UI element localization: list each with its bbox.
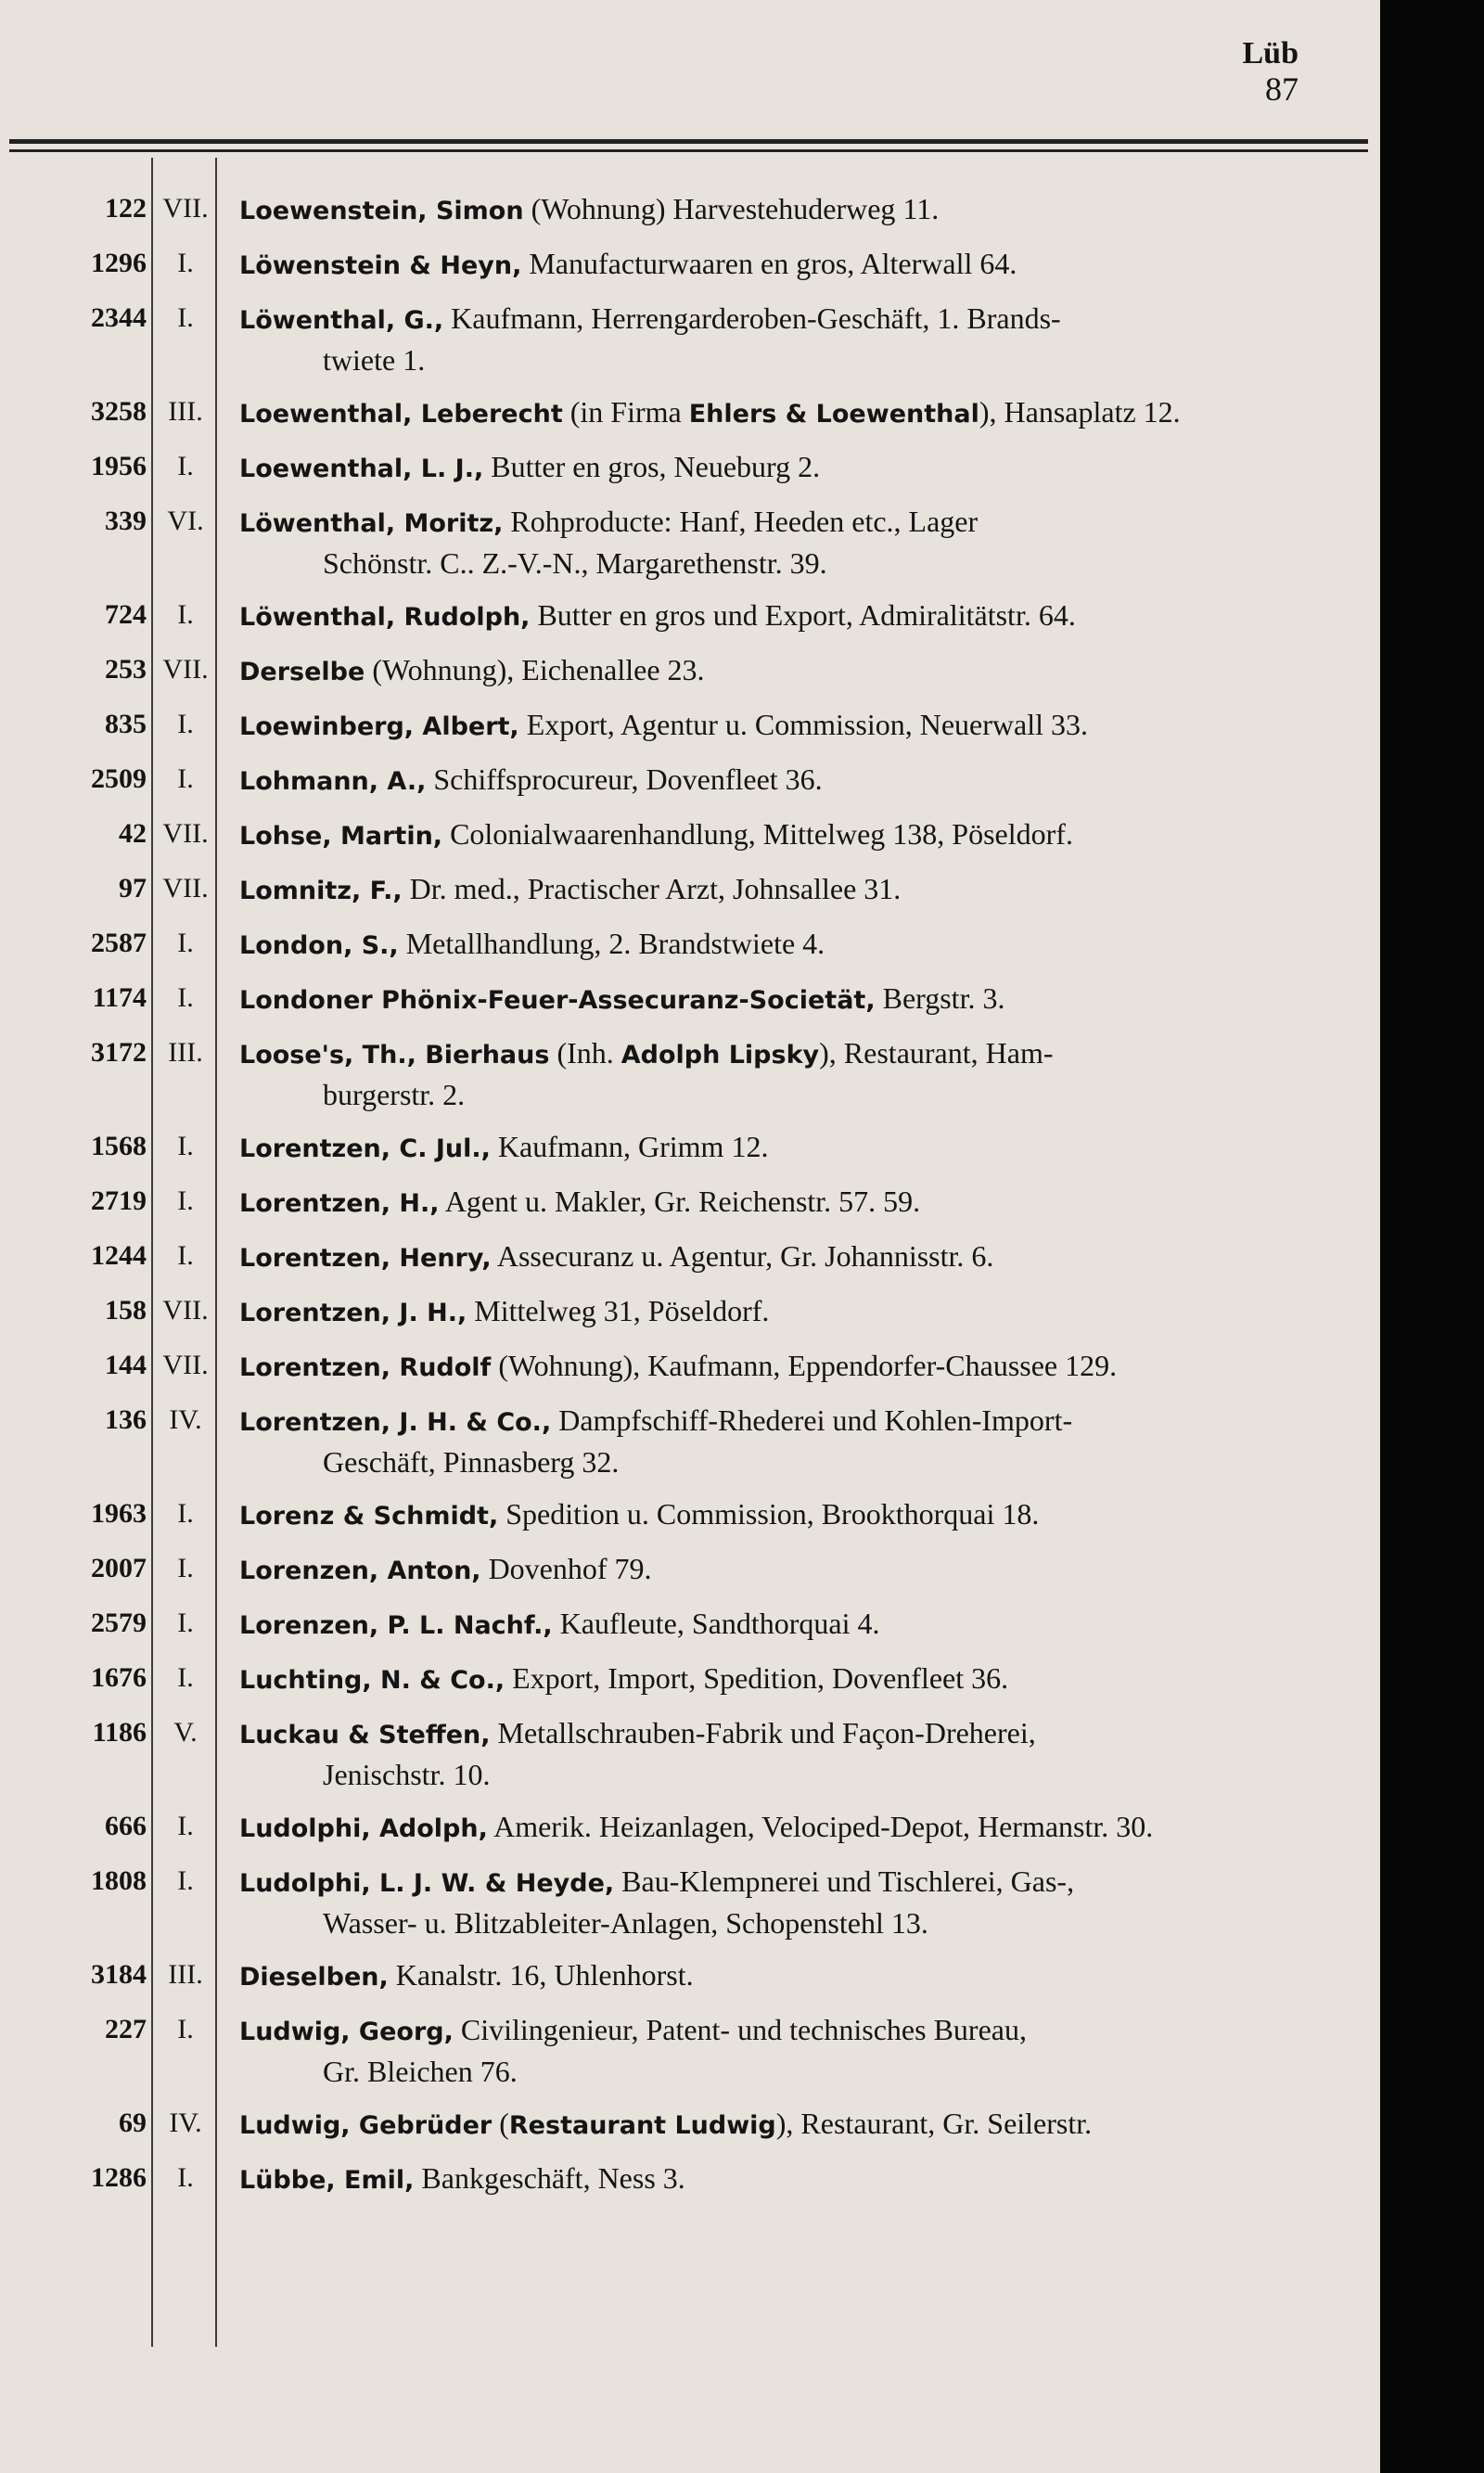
entry-description-tail: ), Hansaplatz 12. [979, 395, 1181, 429]
entry-district: VII. [162, 1295, 209, 1326]
entry-name: London, S., [239, 931, 399, 960]
entry-description: Agent u. Makler, Gr. Reichenstr. 57. 59. [439, 1185, 921, 1218]
directory-entry [0, 1807, 1380, 1849]
entry-district: III. [168, 396, 203, 427]
entry-text [239, 1549, 1391, 1591]
entry-number: 97 [119, 873, 147, 903]
entry-name: Dieselben, [239, 1963, 389, 1992]
entry-number: 69 [119, 2108, 147, 2138]
entry-description: Spedition u. Commission, Brookthorquai 18. [498, 1497, 1040, 1531]
entry-district: I. [177, 248, 194, 278]
entry-text [239, 596, 1391, 637]
entry-description: (Wohnung), Eichenallee 23. [365, 653, 705, 686]
directory-entry [0, 2104, 1380, 2146]
header-rule-thin [9, 149, 1368, 152]
entry-description-tail: ), Restaurant, Gr. Seilerstr. [775, 2107, 1093, 2140]
entry-firm: Adolph Lipsky [620, 1041, 820, 1070]
entry-text [239, 1291, 1391, 1333]
directory-entry [0, 705, 1380, 747]
header-rule [9, 139, 1368, 144]
entry-name: Lorenzen, Anton, [239, 1557, 481, 1585]
entry-continuation-line [239, 2052, 1391, 2091]
entry-text [239, 1807, 1391, 1849]
entry-name: Lorentzen, Rudolf [239, 1353, 492, 1382]
entry-number: 144 [105, 1350, 147, 1380]
directory-entry [0, 1291, 1380, 1333]
directory-entry [0, 596, 1380, 637]
entry-district: III. [168, 1037, 203, 1068]
entry-district: I. [177, 2162, 194, 2193]
entry-description: Dovenhof 79. [480, 1552, 652, 1585]
directory-entry [0, 1127, 1380, 1169]
directory-entry [0, 1862, 1380, 1942]
entry-name: Luckau & Steffen, [239, 1721, 491, 1749]
entry-number: 724 [105, 599, 147, 630]
entry-name: Ludwig, Georg, [239, 2018, 454, 2046]
entry-description: Bau-Klempnerei und Tischlerei, Gas-, [614, 1864, 1075, 1898]
entry-district: I. [177, 1662, 194, 1693]
entry-text [239, 1713, 1391, 1755]
entry-text [239, 1182, 1391, 1224]
directory-entry [0, 924, 1380, 966]
directory-entries [0, 189, 1380, 2213]
page-number: 87 [1265, 70, 1298, 108]
entry-number: 1286 [91, 2162, 147, 2193]
entry-name: Lorentzen, Henry, [239, 1244, 492, 1273]
entry-description: Bankgeschäft, Ness 3. [414, 2161, 685, 2195]
entry-district: I. [177, 451, 194, 481]
entry-description: ( [492, 2107, 509, 2140]
entry-continuation: Schönstr. C.. Z.-V.-N., Margarethenstr. 39. [323, 546, 827, 580]
entry-number: 1963 [91, 1498, 147, 1529]
entry-name: Loewenstein, Simon [239, 197, 524, 225]
entry-description: (Wohnung), Kaufmann, Eppendorfer-Chaussee 129. [491, 1349, 1118, 1382]
entry-number: 2509 [91, 763, 147, 794]
entry-district: I. [177, 1185, 194, 1216]
entry-district: VII. [162, 873, 209, 903]
entry-number: 1676 [91, 1662, 147, 1693]
directory-entry [0, 1033, 1380, 1114]
directory-entry [0, 650, 1380, 692]
entry-district: I. [177, 1131, 194, 1161]
entry-firm: Restaurant Ludwig [508, 2111, 776, 2140]
directory-entry [0, 1955, 1380, 1997]
directory-entry [0, 447, 1380, 489]
directory-entry [0, 1659, 1380, 1700]
entry-name: Derselbe [239, 658, 365, 686]
entry-number: 1244 [91, 1240, 147, 1271]
entry-number: 3258 [91, 396, 147, 427]
entry-description: Export, Import, Spedition, Dovenfleet 36. [505, 1661, 1009, 1695]
entry-name: Luchting, N. & Co., [239, 1666, 505, 1695]
entry-text [239, 650, 1391, 692]
entry-description: (Wohnung) Harvestehuderweg 11. [523, 192, 940, 225]
entry-district: VI. [167, 506, 204, 536]
entry-text [239, 705, 1391, 747]
entry-description: (in Firma [562, 395, 689, 429]
entry-number: 1956 [91, 451, 147, 481]
entry-text [239, 1401, 1391, 1442]
directory-entry [0, 1494, 1380, 1536]
entry-district: III. [168, 1959, 203, 1990]
entry-text [239, 189, 1391, 231]
entry-description: Metallhandlung, 2. Brandstwiete 4. [398, 927, 825, 960]
entry-district: I. [177, 302, 194, 333]
entry-text [239, 924, 1391, 966]
entry-text [239, 244, 1391, 286]
entry-continuation-line [239, 1903, 1391, 1942]
entry-continuation: Gr. Bleichen 76. [323, 2055, 518, 2088]
entry-text [239, 502, 1391, 544]
directory-entry [0, 392, 1380, 434]
directory-entry [0, 1346, 1380, 1388]
entry-district: VII. [162, 1350, 209, 1380]
entry-district: I. [177, 1608, 194, 1638]
entry-district: I. [177, 1240, 194, 1271]
entry-district: I. [177, 763, 194, 794]
entry-text [239, 2104, 1391, 2146]
entry-district: I. [177, 599, 194, 630]
entry-continuation-line [239, 1075, 1391, 1114]
entry-number: 2579 [91, 1608, 147, 1638]
running-head: Lüb [1242, 36, 1298, 70]
entry-continuation-line [239, 544, 1391, 583]
entry-number: 3172 [91, 1037, 147, 1068]
entry-firm: Ehlers & Loewenthal [688, 400, 979, 429]
entry-number: 1296 [91, 248, 147, 278]
entry-text [239, 1604, 1391, 1646]
entry-name: Lohmann, A., [239, 767, 427, 796]
entry-text [239, 869, 1391, 911]
entry-name: Londoner Phönix-Feuer-Assecuranz-Societät, [239, 986, 876, 1015]
entry-continuation: Geschäft, Pinnasberg 32. [323, 1445, 620, 1479]
entry-district: I. [177, 1498, 194, 1529]
entry-name: Lorenzen, P. L. Nachf., [239, 1611, 553, 1640]
entry-name: Lorentzen, J. H., [239, 1299, 467, 1327]
entry-district: V. [173, 1717, 198, 1748]
directory-entry [0, 244, 1380, 286]
entry-text [239, 299, 1391, 340]
directory-entry [0, 1182, 1380, 1224]
entry-text [239, 814, 1391, 856]
entry-number: 1568 [91, 1131, 147, 1161]
entry-district: I. [177, 982, 194, 1013]
entry-number: 835 [105, 709, 147, 739]
entry-description: Kaufleute, Sandthorquai 4. [552, 1607, 880, 1640]
entry-district: I. [177, 928, 194, 958]
entry-name: Lorenz & Schmidt, [239, 1502, 499, 1531]
entry-district: I. [177, 709, 194, 739]
entry-name: Lohse, Martin, [239, 822, 443, 851]
directory-entry [0, 979, 1380, 1020]
entry-district: IV. [169, 1404, 202, 1435]
directory-entry [0, 814, 1380, 856]
directory-entry [0, 299, 1380, 379]
directory-entry [0, 1401, 1380, 1481]
entry-description: Rohproducte: Hanf, Heeden etc., Lager [503, 505, 979, 538]
entry-description: Civilingenieur, Patent- und technisches Bureau, [453, 2013, 1027, 2046]
entry-district: VII. [162, 654, 209, 685]
entry-description: Export, Agentur u. Commission, Neuerwall 33. [518, 708, 1088, 741]
entry-number: 227 [105, 2014, 147, 2044]
entry-name: Ludolphi, Adolph, [239, 1814, 488, 1843]
entry-number: 2587 [91, 928, 147, 958]
entry-description: Bergstr. 3. [875, 981, 1005, 1015]
entry-number: 1174 [92, 982, 147, 1013]
entry-text [239, 1955, 1391, 1997]
entry-number: 1186 [92, 1717, 147, 1748]
entry-number: 339 [105, 506, 147, 536]
entry-text [239, 1033, 1391, 1075]
entry-text [239, 2010, 1391, 2052]
entry-continuation: Jenischstr. 10. [323, 1758, 491, 1791]
entry-name: Loewenthal, L. J., [239, 455, 484, 483]
directory-entry [0, 1713, 1380, 1794]
directory-entry [0, 1549, 1380, 1591]
entry-description: Butter en gros und Export, Admiralitätstr. 64. [530, 598, 1076, 632]
entry-number: 3184 [91, 1959, 147, 1990]
entry-description: Kanalstr. 16, Uhlenhorst. [388, 1958, 694, 1992]
entry-district: IV. [169, 2108, 202, 2138]
entry-district: VII. [162, 818, 209, 849]
entry-text [239, 392, 1391, 434]
entry-name: Lorentzen, J. H. & Co., [239, 1408, 552, 1437]
entry-description: Colonialwaarenhandlung, Mittelweg 138, Pöseldorf. [442, 817, 1073, 851]
entry-district: I. [177, 2014, 194, 2044]
entry-continuation-line [239, 1442, 1391, 1481]
entry-district: VII. [162, 193, 209, 224]
directory-entry [0, 2010, 1380, 2091]
entry-continuation: burgerstr. 2. [323, 1078, 466, 1111]
entry-description: Butter en gros, Neueburg 2. [483, 450, 821, 483]
entry-number: 42 [119, 818, 147, 849]
entry-description-tail: ), Restaurant, Ham- [819, 1036, 1054, 1070]
entry-district: I. [177, 1865, 194, 1896]
entry-name: Loewinberg, Albert, [239, 712, 519, 741]
entry-description: (Inh. [549, 1036, 621, 1070]
entry-name: Löwenthal, Rudolph, [239, 603, 531, 632]
entry-continuation-line [239, 340, 1391, 379]
entry-description: Mittelweg 31, Pöseldorf. [467, 1294, 770, 1327]
page-header [1243, 37, 1299, 108]
entry-name: Löwenstein & Heyn, [239, 251, 522, 280]
directory-entry [0, 2159, 1380, 2200]
entry-number: 158 [105, 1295, 147, 1326]
entry-text [239, 1127, 1391, 1169]
entry-district: I. [177, 1811, 194, 1841]
entry-number: 253 [105, 654, 147, 685]
entry-number: 2344 [91, 302, 147, 333]
entry-description: Manufacturwaaren en gros, Alterwall 64. [521, 247, 1017, 280]
entry-description: Kaufmann, Herrengarderoben-Geschäft, 1. Brands- [443, 301, 1061, 335]
entry-text [239, 1659, 1391, 1700]
entry-number: 122 [105, 193, 147, 224]
entry-continuation-line [239, 1755, 1391, 1794]
entry-text [239, 760, 1391, 801]
entry-description: Metallschrauben-Fabrik und Façon-Dreherei, [490, 1716, 1036, 1749]
entry-text [239, 1346, 1391, 1388]
entry-name: Lomnitz, F., [239, 877, 403, 905]
entry-name: Ludwig, Gebrüder [239, 2111, 493, 2140]
entry-description: Amerik. Heizanlagen, Velociped-Depot, Hermanstr. 30. [487, 1810, 1154, 1843]
entry-name: Lorentzen, H., [239, 1189, 440, 1218]
entry-description: Dr. med., Practischer Arzt, Johnsallee 31. [402, 872, 902, 905]
entry-text [239, 1494, 1391, 1536]
entry-text [239, 1862, 1391, 1903]
entry-text [239, 1236, 1391, 1278]
directory-entry [0, 760, 1380, 801]
entry-description: Assecuranz u. Agentur, Gr. Johannisstr. 6. [491, 1239, 994, 1273]
entry-continuation: Wasser- u. Blitzableiter-Anlagen, Schopenstehl 13. [323, 1906, 928, 1940]
entry-text [239, 2159, 1391, 2200]
directory-entry [0, 502, 1380, 583]
directory-entry [0, 189, 1380, 231]
directory-entry [0, 1604, 1380, 1646]
directory-entry [0, 869, 1380, 911]
entry-description: Schiffsprocureur, Dovenfleet 36. [426, 762, 823, 796]
entry-name: Ludolphi, L. J. W. & Heyde, [239, 1869, 615, 1898]
entry-description: Kaufmann, Grimm 12. [490, 1130, 769, 1163]
entry-number: 1808 [91, 1865, 147, 1896]
entry-name: Löwenthal, Moritz, [239, 509, 504, 538]
entry-number: 2719 [91, 1185, 147, 1216]
entry-name: Loewenthal, Leberecht [239, 400, 563, 429]
entry-name: Lübbe, Emil, [239, 2166, 415, 2195]
entry-description: Dampfschiff-Rhederei und Kohlen-Import- [551, 1403, 1073, 1437]
directory-entry [0, 1236, 1380, 1278]
entry-number: 2007 [91, 1553, 147, 1583]
entry-name: Löwenthal, G., [239, 306, 444, 335]
entry-name: Lorentzen, C. Jul., [239, 1134, 491, 1163]
entry-district: I. [177, 1553, 194, 1583]
entry-continuation: twiete 1. [323, 343, 426, 377]
entry-number: 136 [105, 1404, 147, 1435]
entry-number: 666 [105, 1811, 147, 1841]
entry-name: Loose's, Th., Bierhaus [239, 1041, 550, 1070]
entry-text [239, 979, 1391, 1020]
entry-text [239, 447, 1391, 489]
